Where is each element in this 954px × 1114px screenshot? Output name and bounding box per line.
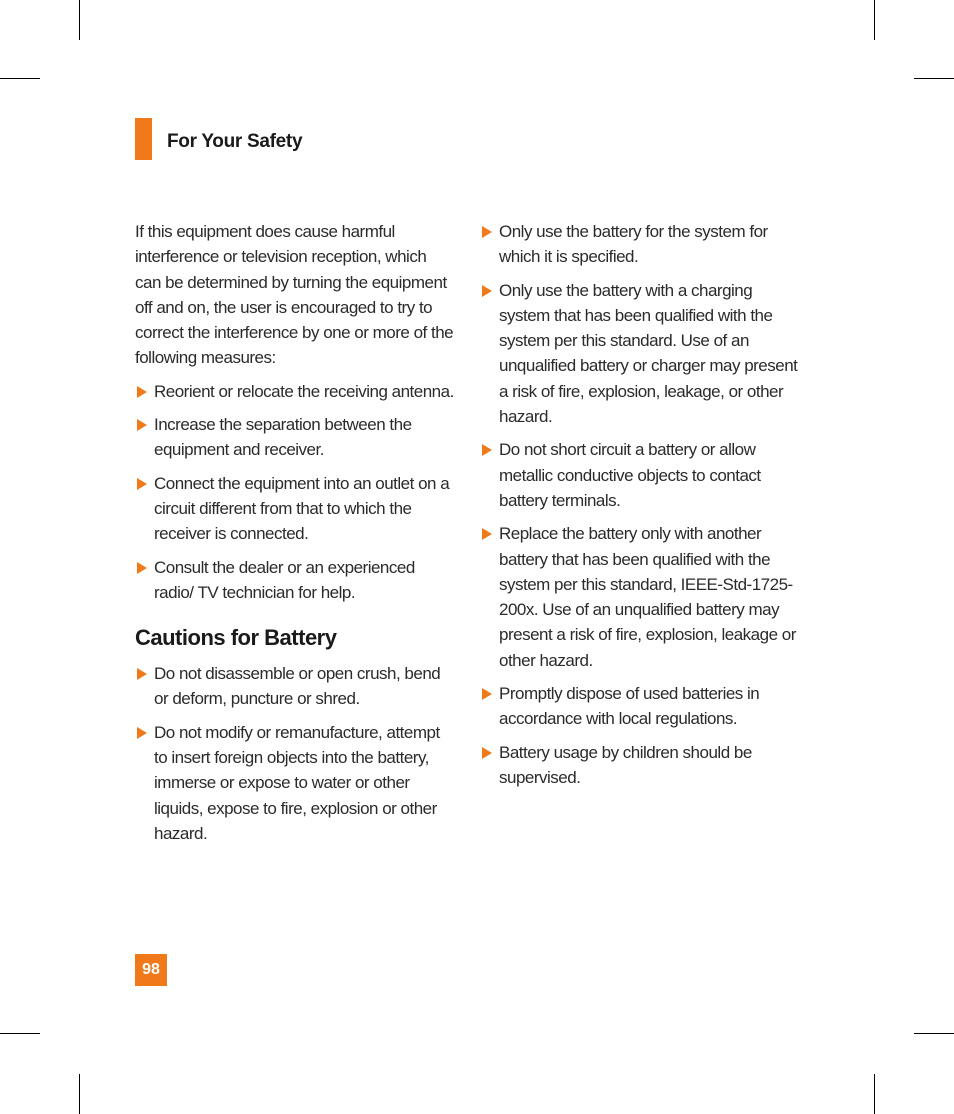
left-column	[135, 219, 455, 854]
right-column	[480, 219, 798, 798]
list-item-text: Consult the dealer or an experienced radio/ TV technician for help.	[154, 557, 415, 602]
list-item	[480, 740, 798, 791]
list-item	[135, 720, 455, 846]
list-item-text: Only use the battery for the system for which it is specified.	[499, 222, 768, 267]
bullet-arrow-icon	[482, 226, 492, 238]
cautions-list	[135, 661, 455, 846]
crop-mark	[914, 1033, 954, 1034]
bullet-arrow-icon	[137, 668, 147, 680]
bullet-arrow-icon	[137, 727, 147, 739]
cautions-list-continued	[480, 219, 798, 790]
header-title: For Your Safety	[167, 131, 303, 152]
list-item	[135, 412, 455, 463]
crop-mark	[79, 0, 80, 40]
list-item-text: Do not short circuit a battery or allow metallic conductive objects to contact battery terminals.	[499, 440, 761, 510]
list-item-text: Reorient or relocate the receiving antenna.	[154, 381, 454, 401]
crop-mark	[874, 1074, 875, 1114]
header-accent-tab	[135, 118, 152, 160]
bullet-arrow-icon	[137, 478, 147, 490]
section-title: Cautions for Battery	[135, 625, 337, 651]
bullet-arrow-icon	[482, 747, 492, 759]
bullet-arrow-icon	[137, 419, 147, 431]
list-item-text: Replace the battery only with another battery that has been qualified with the system per this standard, IEEE-Std-1725-200x. Use of an unqualified battery may present a risk of fire, explosion, leakage or other hazard.	[499, 524, 796, 670]
list-item-text: Do not modify or remanufacture, attempt to insert foreign objects into the battery, immerse or expose to water or other liquids, expose to fire, explosion or other hazard.	[154, 722, 440, 843]
bullet-arrow-icon	[482, 528, 492, 540]
list-item-text: Connect the equipment into an outlet on a circuit different from that to which the receiver is connected.	[154, 473, 450, 544]
list-item	[480, 521, 798, 673]
list-item	[135, 555, 455, 606]
list-item	[135, 471, 455, 547]
list-item	[480, 437, 798, 513]
crop-mark	[914, 78, 954, 79]
bullet-arrow-icon	[137, 386, 147, 398]
list-item	[480, 681, 798, 732]
bullet-arrow-icon	[482, 285, 492, 297]
crop-mark	[874, 0, 875, 40]
list-item	[480, 219, 798, 270]
measures-list	[135, 379, 455, 605]
bullet-arrow-icon	[482, 444, 492, 456]
bullet-arrow-icon	[482, 688, 492, 700]
crop-mark	[0, 78, 40, 79]
crop-mark	[79, 1074, 80, 1114]
intro-paragraph: If this equipment does cause harmful interference or television reception, which can be determined by turning the equipment off and on, the user is encouraged to try to correct the interference by one or more of the following measures:	[135, 222, 454, 368]
crop-mark	[0, 1033, 40, 1034]
list-item-text: Battery usage by children should be supervised.	[499, 742, 752, 787]
list-item	[135, 661, 455, 712]
list-item-text: Increase the separation between the equipment and receiver.	[154, 415, 412, 460]
list-item-text: Promptly dispose of used batteries in accordance with local regulations.	[499, 684, 760, 729]
page-number: 98	[135, 954, 167, 986]
list-item-text: Do not disassemble or open crush, bend or deform, puncture or shred.	[154, 664, 441, 709]
list-item	[480, 278, 798, 430]
list-item	[135, 379, 455, 404]
list-item-text: Only use the battery with a charging system that has been qualified with the system per this standard. Use of an unqualified battery or charger may present a risk of fire, explosion, leakage, or other hazard.	[499, 280, 798, 427]
bullet-arrow-icon	[137, 562, 147, 574]
